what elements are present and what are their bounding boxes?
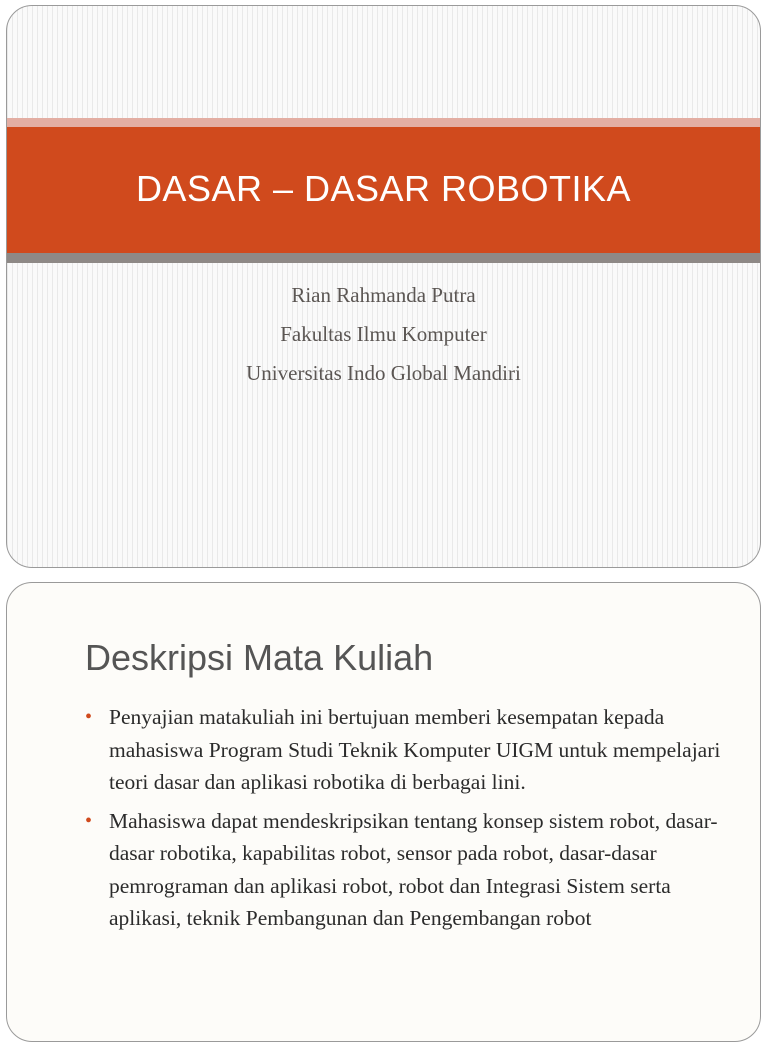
slide-title: DASAR – DASAR ROBOTIKA — [135, 168, 632, 209]
bullet-text: Mahasiswa dapat mendeskripsikan tentang konsep sistem robot, dasar-dasar robotika, kapabilitas robot, sensor pada robot, dasar-dasar pemrograman dan aplikasi robot, robot dan Integrasi Sistem serta aplikasi, teknik Pembangunan dan Pengembangan robot — [109, 808, 718, 930]
bullet-icon: • — [85, 809, 93, 832]
title-band-bottom-accent — [7, 253, 760, 263]
bullet-text: Penyajian matakuliah ini bertujuan memberi kesempatan kepada mahasiswa Program Studi Teknik Komputer UIGM untuk mempelajari teori dasar dan aplikasi robotika di berbagai lini. — [109, 705, 721, 794]
list-item — [85, 701, 725, 799]
author-name: Rian Rahmanda Putra — [291, 283, 476, 307]
subtitle-block — [7, 276, 760, 393]
title-band — [7, 127, 760, 253]
content-slide — [6, 582, 761, 1042]
title-band-top-accent — [7, 118, 760, 127]
faculty-name: Fakultas Ilmu Komputer — [280, 322, 487, 346]
title-slide — [6, 5, 761, 568]
content-heading: Deskripsi Mata Kuliah — [85, 637, 434, 678]
list-item — [85, 805, 725, 935]
bullet-icon: • — [85, 706, 93, 728]
bullet-list — [85, 701, 725, 941]
university-name: Universitas Indo Global Mandiri — [246, 361, 521, 385]
